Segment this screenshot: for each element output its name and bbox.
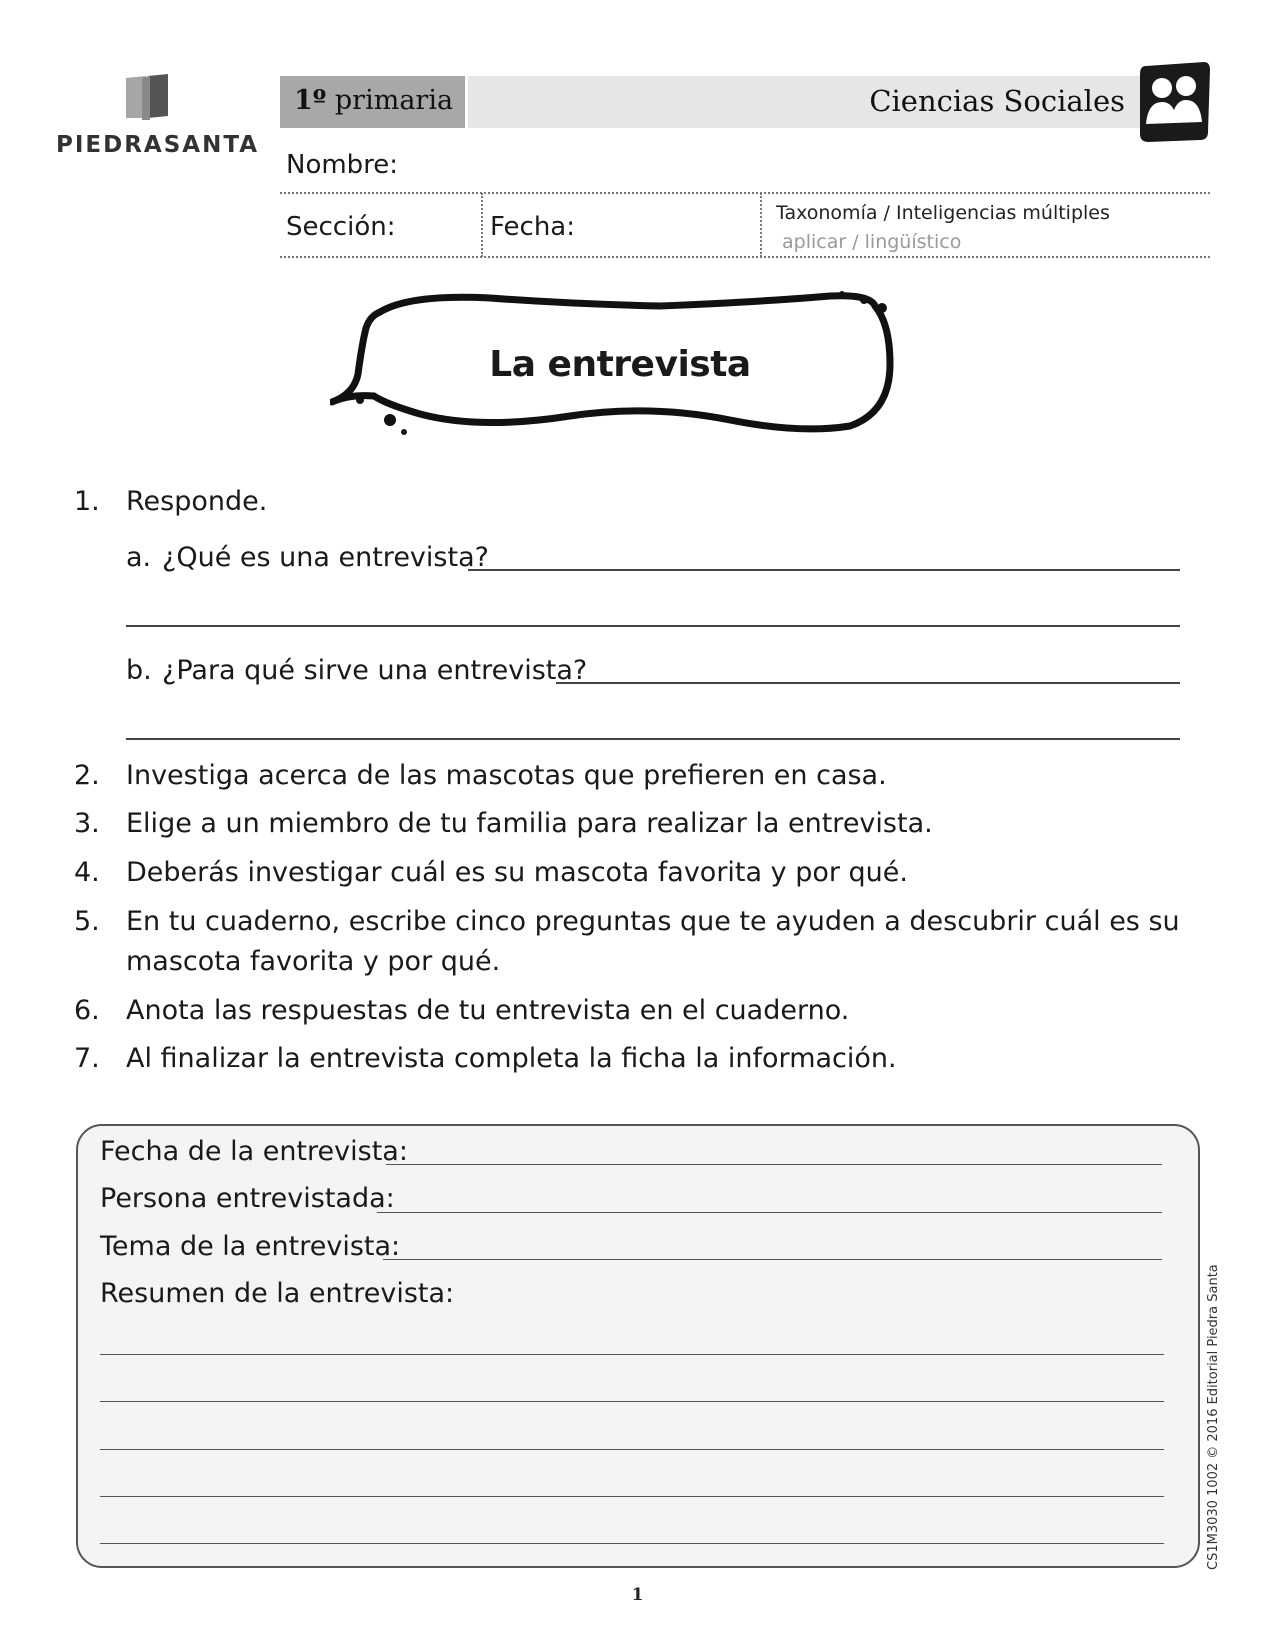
subquestion-letter: a. [126,542,152,573]
name-label: Nombre: [286,150,399,180]
title-banner [330,284,950,456]
answer-line[interactable] [126,625,1180,627]
grade-label [294,85,453,116]
grade-box [280,76,465,128]
subquestion-letter: b. [126,655,152,686]
form-summary-label: Resumen de la entrevista: [100,1278,455,1309]
question-number: 5. [74,906,100,937]
form-topic-label: Tema de la entrevista: [100,1231,401,1262]
question-number: 6. [74,995,100,1026]
book-icon [122,72,174,122]
question-text: En tu cuaderno, escribe cinco preguntas que te ayuden a descubrir cuál es su [126,906,1180,937]
answer-line[interactable] [556,682,1180,684]
form-person-label: Persona entrevistada: [100,1183,395,1214]
page-title: La entrevista [489,344,751,385]
grade-text: primaria [334,85,454,116]
divider [280,256,1210,258]
summary-line[interactable] [100,1543,1164,1544]
question-text: Investiga acerca de las mascotas que prefieren en casa. [126,760,887,791]
date-label: Fecha: [490,212,575,242]
section-label: Sección: [286,212,396,242]
question-number: 2. [74,760,100,791]
answer-line[interactable] [126,738,1180,740]
summary-line[interactable] [100,1354,1164,1355]
divider [760,193,762,257]
grade-number: 1º [294,85,327,116]
subquestion-text: ¿Qué es una entrevista? [162,542,489,573]
divider [481,193,483,257]
question-text: Responde. [126,486,268,517]
question-number: 7. [74,1043,100,1074]
taxonomy-title: Taxonomía / Inteligencias múltiples [776,202,1110,224]
brand-name: PIEDRASANTA [56,132,260,158]
form-date-label: Fecha de la entrevista: [100,1136,408,1167]
publisher-logo [50,72,260,162]
question-text: Al finalizar la entrevista completa la ficha la información. [126,1043,897,1074]
subject-bar [468,76,1141,128]
question-number: 4. [74,857,100,888]
question-text: Anota las respuestas de tu entrevista en el cuaderno. [126,995,850,1026]
subject-label: Ciencias Sociales [869,84,1125,118]
summary-line[interactable] [100,1449,1164,1450]
people-icon [1138,62,1210,144]
form-person-line[interactable] [377,1212,1162,1213]
copyright-code: CS1M3030 1002 © 2016 Editorial Piedra Santa [1206,1264,1221,1570]
summary-line[interactable] [100,1401,1164,1402]
form-topic-line[interactable] [383,1259,1162,1260]
question-number: 3. [74,808,100,839]
subquestion-text: ¿Para qué sirve una entrevista? [162,655,588,686]
answer-line[interactable] [468,569,1180,571]
question-text: Deberás investigar cuál es su mascota favorita y por qué. [126,857,908,888]
question-text: Elige a un miembro de tu familia para realizar la entrevista. [126,808,933,839]
page-number: 1 [631,1585,644,1605]
summary-line[interactable] [100,1496,1164,1497]
question-number: 1. [74,486,100,517]
question-text-continued: mascota favorita y por qué. [126,946,501,977]
divider [280,192,1210,194]
taxonomy-values: aplicar / lingüístico [782,231,962,253]
form-date-line[interactable] [386,1164,1162,1165]
